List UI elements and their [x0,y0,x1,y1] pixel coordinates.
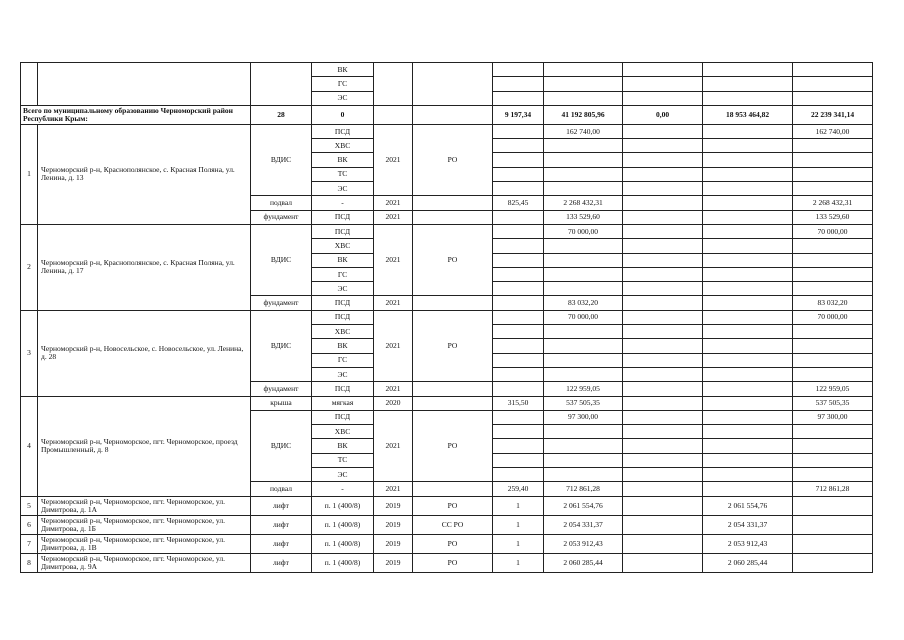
area-cell [493,367,544,381]
fund-cell [623,77,703,91]
kind-cell: ПСД [312,296,374,310]
method-cell [413,482,493,496]
method-cell [413,296,493,310]
element-cell: подвал [251,196,312,210]
budget-cell [703,139,793,153]
area-cell [493,425,544,439]
kind-cell: мягкая [312,396,374,410]
budget-cell [703,196,793,210]
qty-cell: 1 [493,534,544,553]
budget-cell [703,468,793,482]
year-cell: 2021 [374,124,413,195]
fund-cell [623,367,703,381]
element-cell: фундамент [251,210,312,224]
fund-cell [623,167,703,181]
local-cell [793,339,873,353]
budget-cell [703,453,793,467]
budget-cell [703,210,793,224]
year-cell: 2021 [374,224,413,295]
budget-cell: 2 054 331,37 [703,515,793,534]
sum-cell [544,91,623,105]
budget-cell [703,482,793,496]
kind-cell: п. 1 (400/8) [312,496,374,515]
total-sum: 41 192 805,96 [544,105,623,124]
year-cell: 2021 [374,310,413,381]
local-cell: 712 861,28 [793,482,873,496]
fund-cell [623,267,703,281]
sum-cell [544,325,623,339]
local-cell: 133 529,60 [793,210,873,224]
address-cell: Черноморский р-н, Черноморское, пгт. Черноморское, ул. Димитрова, д. 1Б [38,515,251,534]
index-cell: 2 [21,224,38,310]
system-cell: ГС [312,77,374,91]
kind-cell: - [312,482,374,496]
local-cell [793,282,873,296]
local-cell [793,439,873,453]
element-cell: лифт [251,553,312,572]
area-cell [493,210,544,224]
sum-cell: 83 032,20 [544,296,623,310]
sum-cell: 2 060 285,44 [544,553,623,572]
local-cell: 70 000,00 [793,310,873,324]
year-cell: 2019 [374,515,413,534]
sum-cell [544,439,623,453]
year-cell: 2021 [374,410,413,481]
budget-cell [703,91,793,105]
area-cell [493,453,544,467]
local-cell [793,367,873,381]
address-cell: Черноморский р-н, Краснополянское, с. Красная Поляна, ул. Ленина, д. 17 [38,224,251,310]
kind-cell: ПСД [312,210,374,224]
total-budget: 18 953 464,82 [703,105,793,124]
element-cell: фундамент [251,296,312,310]
local-cell [793,515,873,534]
area-cell [493,167,544,181]
sum-cell [544,63,623,77]
lift-row [21,496,873,515]
local-cell: 2 268 432,31 [793,196,873,210]
method-cell [413,105,493,124]
local-cell: 537 505,35 [793,396,873,410]
fund-cell [623,153,703,167]
total-label: Всего по муниципальному образованию Черноморский район Республики Крым: [21,105,251,124]
fund-cell [623,139,703,153]
fund-cell [623,534,703,553]
area-cell [493,353,544,367]
lift-row [21,553,873,572]
element-cell [251,63,312,106]
fund-cell [623,325,703,339]
sum-cell: 2 053 912,43 [544,534,623,553]
system-cell: ПСД [312,224,374,238]
year-cell: 2021 [374,296,413,310]
index-cell: 6 [21,515,38,534]
address-cell: Черноморский р-н, Черноморское, пгт. Черноморское, ул. Димитрова, д. 9А [38,553,251,572]
area-cell [493,153,544,167]
method-cell: РО [413,496,493,515]
fund-cell [623,253,703,267]
budget-cell [703,124,793,138]
fund-cell [623,468,703,482]
fund-cell [623,210,703,224]
fund-cell [623,410,703,424]
system-cell: ТС [312,167,374,181]
total-fund: 0,00 [623,105,703,124]
budget-cell [703,382,793,396]
index-cell [21,63,38,106]
sum-cell: 97 300,00 [544,410,623,424]
method-cell [413,196,493,210]
year-cell: 2019 [374,496,413,515]
budget-cell: 2 060 285,44 [703,553,793,572]
budget-cell [703,239,793,253]
sum-cell [544,468,623,482]
sum-cell: 122 959,05 [544,382,623,396]
budget-cell [703,353,793,367]
system-cell: ВК [312,153,374,167]
element-cell: лифт [251,534,312,553]
sum-cell: 2 061 554,76 [544,496,623,515]
system-cell: ГС [312,353,374,367]
kind-cell: - [312,196,374,210]
system-cell: ТС [312,453,374,467]
method-cell: РО [413,534,493,553]
area-cell [493,63,544,77]
fund-cell [623,124,703,138]
area-cell [493,282,544,296]
table-row [21,124,873,138]
address-cell: Черноморский р-н, Краснополянское, с. Красная Поляна, ул. Ленина, д. 13 [38,124,251,224]
area-cell [493,410,544,424]
local-cell [793,496,873,515]
area-cell [493,253,544,267]
local-cell [793,239,873,253]
kind-cell: п. 1 (400/8) [312,515,374,534]
sum-cell [544,353,623,367]
continuation-row [21,63,873,77]
area-cell: 315,50 [493,396,544,410]
system-cell: ЭС [312,367,374,381]
local-cell [793,534,873,553]
area-cell [493,124,544,138]
fund-cell [623,63,703,77]
system-cell: ХВС [312,239,374,253]
repair-program-table [20,62,873,573]
sum-cell: 537 505,35 [544,396,623,410]
index-cell: 5 [21,496,38,515]
area-cell [493,382,544,396]
index-cell: 8 [21,553,38,572]
sum-cell [544,253,623,267]
fund-cell [623,310,703,324]
method-cell: РО [413,124,493,195]
table-row [21,224,873,238]
sum-cell [544,182,623,196]
address-cell: Черноморский р-н, Новосельское, с. Новосельское, ул. Ленина, д. 28 [38,310,251,396]
element-cell: подвал [251,482,312,496]
method-cell [413,63,493,106]
sum-cell: 162 740,00 [544,124,623,138]
local-cell [793,153,873,167]
budget-cell [703,367,793,381]
sum-cell [544,153,623,167]
budget-cell [703,296,793,310]
qty-cell: 1 [493,496,544,515]
kind-cell: п. 1 (400/8) [312,553,374,572]
year-cell: 2019 [374,553,413,572]
area-cell [493,468,544,482]
local-cell [793,77,873,91]
fund-cell [623,482,703,496]
element-cell: лифт [251,496,312,515]
method-cell: РО [413,410,493,481]
system-cell: ЭС [312,182,374,196]
area-cell [493,310,544,324]
total-row [21,105,873,124]
system-cell: ХВС [312,425,374,439]
address-cell: Черноморский р-н, Черноморское, пгт. Черноморское, ул. Димитрова, д. 1А [38,496,251,515]
total-area: 9 197,34 [493,105,544,124]
year-cell: 2019 [374,534,413,553]
year-cell: 2020 [374,396,413,410]
document-page [20,62,872,573]
element-cell: лифт [251,515,312,534]
area-cell [493,439,544,453]
system-cell: ПСД [312,124,374,138]
budget-cell [703,153,793,167]
fund-cell [623,91,703,105]
fund-cell [623,382,703,396]
sum-cell [544,282,623,296]
budget-cell [703,396,793,410]
sum-cell [544,239,623,253]
budget-cell [703,267,793,281]
index-cell: 1 [21,124,38,224]
sum-cell [544,425,623,439]
sum-cell: 712 861,28 [544,482,623,496]
fund-cell [623,353,703,367]
address-cell: Черноморский р-н, Черноморское, пгт. Черноморское, ул. Димитрова, д. 1В [38,534,251,553]
local-cell: 97 300,00 [793,410,873,424]
area-cell [493,239,544,253]
fund-cell [623,339,703,353]
fund-cell [623,282,703,296]
qty-cell: 1 [493,553,544,572]
system-cell: ВК [312,253,374,267]
sum-cell: 70 000,00 [544,310,623,324]
fund-cell [623,425,703,439]
local-cell [793,325,873,339]
budget-cell [703,339,793,353]
year-cell [374,105,413,124]
area-cell [493,91,544,105]
sum-cell: 2 054 331,37 [544,515,623,534]
method-cell: РО [413,224,493,295]
budget-cell [703,167,793,181]
element-cell: крыша [251,396,312,410]
year-cell: 2021 [374,210,413,224]
method-cell: РО [413,310,493,381]
element-cell: фундамент [251,382,312,396]
local-cell [793,553,873,572]
area-cell [493,325,544,339]
local-cell: 70 000,00 [793,224,873,238]
area-cell: 259,40 [493,482,544,496]
method-cell [413,382,493,396]
budget-cell [703,439,793,453]
year-cell: 2021 [374,382,413,396]
local-cell: 83 032,20 [793,296,873,310]
sum-cell [544,267,623,281]
system-cell: ХВС [312,139,374,153]
system-cell: ВК [312,439,374,453]
method-cell: РО [413,553,493,572]
element-cell: ВДИС [251,310,312,381]
system-cell: ЭС [312,91,374,105]
system-cell: ВК [312,63,374,77]
year-cell [374,63,413,106]
local-cell [793,468,873,482]
fund-cell [623,296,703,310]
budget-cell [703,310,793,324]
area-cell: 825,45 [493,196,544,210]
budget-cell [703,425,793,439]
system-cell: ПСД [312,410,374,424]
local-cell [793,167,873,181]
local-cell: 162 740,00 [793,124,873,138]
method-cell: СС РО [413,515,493,534]
fund-cell [623,396,703,410]
area-cell [493,182,544,196]
budget-cell [703,77,793,91]
address-cell: Черноморский р-н, Черноморское, пгт. Черноморское, проезд Промышленный, д. 8 [38,396,251,496]
system-cell: ПСД [312,310,374,324]
system-cell: ВК [312,339,374,353]
year-cell: 2021 [374,482,413,496]
area-cell [493,267,544,281]
fund-cell [623,224,703,238]
kind-cell: ПСД [312,382,374,396]
total-local: 22 239 341,14 [793,105,873,124]
table-row [21,310,873,324]
local-cell: 122 959,05 [793,382,873,396]
fund-cell [623,239,703,253]
sum-cell [544,167,623,181]
budget-cell [703,224,793,238]
sum-cell: 2 268 432,31 [544,196,623,210]
budget-cell [703,410,793,424]
qty-cell: 1 [493,515,544,534]
index-cell: 3 [21,310,38,396]
local-cell [793,91,873,105]
budget-cell [703,253,793,267]
local-cell [793,425,873,439]
budget-cell [703,325,793,339]
method-cell [413,396,493,410]
local-cell [793,139,873,153]
element-cell: ВДИС [251,224,312,295]
index-cell: 4 [21,396,38,496]
sum-cell: 133 529,60 [544,210,623,224]
budget-cell [703,282,793,296]
area-cell [493,339,544,353]
address-cell [38,63,251,106]
sum-cell [544,453,623,467]
system-cell: ЭС [312,282,374,296]
system-cell: ЭС [312,468,374,482]
lift-row [21,534,873,553]
sum-cell [544,367,623,381]
local-cell [793,453,873,467]
total-count: 28 [251,105,312,124]
year-cell: 2021 [374,196,413,210]
fund-cell [623,182,703,196]
table-row [21,396,873,410]
local-cell [793,267,873,281]
fund-cell [623,515,703,534]
local-cell [793,182,873,196]
area-cell [493,77,544,91]
element-cell: ВДИС [251,124,312,195]
kind-cell: п. 1 (400/8) [312,534,374,553]
local-cell [793,353,873,367]
local-cell [793,63,873,77]
fund-cell [623,196,703,210]
table-body [21,63,873,573]
system-cell: ГС [312,267,374,281]
fund-cell [623,453,703,467]
element-cell: ВДИС [251,410,312,481]
lift-row [21,515,873,534]
index-cell: 7 [21,534,38,553]
budget-cell: 2 061 554,76 [703,496,793,515]
sum-cell [544,139,623,153]
sum-cell [544,339,623,353]
sum-cell: 70 000,00 [544,224,623,238]
area-cell [493,296,544,310]
local-cell [793,253,873,267]
budget-cell: 2 053 912,43 [703,534,793,553]
total-zero: 0 [312,105,374,124]
area-cell [493,139,544,153]
sum-cell [544,77,623,91]
budget-cell [703,63,793,77]
fund-cell [623,496,703,515]
budget-cell [703,182,793,196]
fund-cell [623,553,703,572]
fund-cell [623,439,703,453]
system-cell: ХВС [312,325,374,339]
area-cell [493,224,544,238]
method-cell [413,210,493,224]
